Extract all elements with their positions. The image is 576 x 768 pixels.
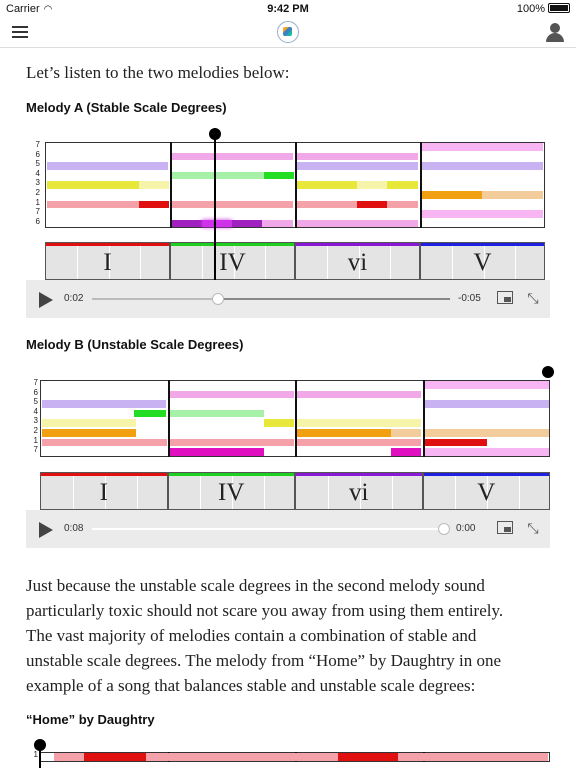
scale-degree-label: 7 xyxy=(33,378,38,387)
picture-in-picture-icon[interactable] xyxy=(497,291,513,304)
battery-icon xyxy=(548,3,570,13)
chord-label: vi xyxy=(347,249,368,276)
note xyxy=(425,429,549,437)
scale-degree-label: 6 xyxy=(33,387,38,397)
chord-color-bar xyxy=(41,473,167,476)
remaining-time: 0:00 xyxy=(456,523,476,534)
chord-label: IV xyxy=(219,249,246,276)
scale-degree-label: 2 xyxy=(35,188,40,197)
chord-block[interactable] xyxy=(423,472,551,510)
seek-progress xyxy=(92,528,446,530)
melody-a-playhead-handle[interactable] xyxy=(209,128,221,140)
body-line: example of a song that balances stable and unstable scale degrees: xyxy=(26,676,476,695)
note xyxy=(232,220,262,228)
melody-b-audio-player xyxy=(26,510,550,548)
note xyxy=(264,172,294,180)
home-piano-roll[interactable] xyxy=(28,752,550,768)
note xyxy=(422,162,543,170)
battery-status: 100% xyxy=(517,3,570,15)
seek-knob[interactable] xyxy=(212,293,224,305)
scale-degree-label: 5 xyxy=(33,397,38,407)
melody-b-title: Melody B (Unstable Scale Degrees) xyxy=(26,337,244,352)
body-line: Just because the unstable scale degrees in the second melody sound xyxy=(26,576,485,595)
scale-degree-label: 7 xyxy=(35,207,40,217)
note xyxy=(297,220,418,228)
carrier-label: Carrier ◠ xyxy=(6,3,53,15)
melody-b-piano-roll[interactable] xyxy=(28,380,550,458)
note xyxy=(170,391,294,399)
fullscreen-icon[interactable]: ⤡ xyxy=(527,290,539,306)
note xyxy=(425,381,549,389)
scale-degree-label: 2 xyxy=(33,426,38,435)
note xyxy=(42,419,136,427)
note xyxy=(262,220,293,228)
chord-color-bar xyxy=(296,243,419,246)
play-icon[interactable] xyxy=(39,292,53,308)
note xyxy=(107,181,139,189)
note xyxy=(297,391,421,399)
note xyxy=(422,191,482,199)
note xyxy=(47,162,108,170)
note xyxy=(387,181,418,189)
picture-in-picture-icon[interactable] xyxy=(497,521,513,534)
body-paragraph xyxy=(26,573,503,698)
scale-degree-label: 1 xyxy=(33,435,38,445)
status-bar xyxy=(0,0,576,18)
scale-degree-label: 4 xyxy=(33,406,38,416)
note xyxy=(42,439,167,447)
note xyxy=(425,400,549,408)
scale-degree-label: 3 xyxy=(35,178,40,188)
chord-color-bar xyxy=(421,243,544,246)
note xyxy=(134,410,166,418)
note xyxy=(77,181,107,189)
note xyxy=(139,201,169,209)
elapsed-time: 0:08 xyxy=(64,523,84,534)
scale-degree-label: 7 xyxy=(33,445,38,455)
scale-degree-label: 5 xyxy=(35,159,40,169)
chord-block[interactable] xyxy=(295,472,423,510)
seek-progress xyxy=(92,298,218,300)
chord-label: vi xyxy=(349,479,369,506)
note xyxy=(172,220,202,228)
note xyxy=(297,162,418,170)
hooktheory-logo-icon[interactable] xyxy=(277,21,299,43)
clock: 9:42 PM xyxy=(267,3,309,15)
note xyxy=(202,220,232,228)
note xyxy=(297,181,357,189)
note xyxy=(170,439,294,447)
scale-degree-label: 4 xyxy=(35,168,40,178)
note xyxy=(422,210,543,218)
note xyxy=(425,448,549,456)
nav-bar xyxy=(0,18,576,48)
scale-degree-label: 1 xyxy=(33,750,38,759)
note xyxy=(146,753,210,761)
note xyxy=(42,400,104,408)
scale-degree-label: 7 xyxy=(35,140,40,149)
melody-a-playhead[interactable] xyxy=(214,134,216,280)
note xyxy=(170,410,264,418)
note xyxy=(297,429,391,437)
chord-block[interactable] xyxy=(45,242,170,280)
note xyxy=(398,753,548,761)
wifi-icon: ◠ xyxy=(43,4,53,15)
fullscreen-icon[interactable]: ⤡ xyxy=(527,520,539,536)
user-profile-icon[interactable] xyxy=(545,23,565,43)
chord-block[interactable] xyxy=(168,472,296,510)
note xyxy=(210,753,338,761)
note xyxy=(139,181,169,189)
note xyxy=(264,419,294,427)
body-line: particularly toxic should not scare you away from using them entirely. xyxy=(26,601,504,620)
note xyxy=(387,201,418,209)
chord-label: I xyxy=(103,249,112,276)
note xyxy=(422,143,543,151)
note xyxy=(391,448,421,456)
hamburger-menu-icon[interactable] xyxy=(12,26,28,38)
scale-degree-label: 6 xyxy=(35,149,40,159)
note xyxy=(368,753,398,761)
chord-color-bar xyxy=(424,473,550,476)
note xyxy=(108,162,168,170)
chord-label: V xyxy=(477,479,496,506)
melody-a-audio-player xyxy=(26,280,550,318)
chord-label: I xyxy=(99,479,108,506)
note xyxy=(297,201,357,209)
note xyxy=(297,419,421,427)
chord-color-bar xyxy=(169,473,295,476)
body-line: unstable scale degrees. The melody from “Home” by Daughtry in one xyxy=(26,651,502,670)
note xyxy=(54,753,84,761)
home-song-title: “Home” by Daughtry xyxy=(26,712,155,727)
scale-degree-label: 3 xyxy=(33,416,38,426)
note xyxy=(425,439,487,447)
note xyxy=(84,753,146,761)
scale-degree-label: 6 xyxy=(35,216,40,226)
remaining-time: -0:05 xyxy=(458,293,481,304)
note xyxy=(172,201,293,209)
note xyxy=(172,172,264,180)
note xyxy=(170,448,264,456)
note xyxy=(391,429,421,437)
note xyxy=(357,181,387,189)
chord-block[interactable] xyxy=(170,242,295,280)
note xyxy=(357,201,387,209)
chord-label: V xyxy=(473,249,492,276)
melody-a-piano-roll[interactable] xyxy=(30,142,546,230)
home-playhead[interactable] xyxy=(39,746,41,768)
chord-block[interactable] xyxy=(40,472,168,510)
intro-text: Let’s listen to the two melodies below: xyxy=(26,63,290,82)
melody-a-title: Melody A (Stable Scale Degrees) xyxy=(26,100,227,115)
chord-color-bar xyxy=(296,473,422,476)
note xyxy=(482,191,543,199)
note xyxy=(42,429,136,437)
melody-b-playhead-handle[interactable] xyxy=(542,366,554,378)
chord-block[interactable] xyxy=(295,242,420,280)
chord-color-bar xyxy=(46,243,169,246)
note xyxy=(104,400,166,408)
chord-block[interactable] xyxy=(420,242,545,280)
note xyxy=(297,153,418,161)
melody-a-chord-strip xyxy=(45,242,545,280)
play-icon[interactable] xyxy=(39,522,53,538)
note xyxy=(47,181,77,189)
chord-label: IV xyxy=(218,479,245,506)
note xyxy=(338,753,368,761)
note xyxy=(297,439,421,447)
body-line: The vast majority of melodies contain a combination of stable and xyxy=(26,626,477,645)
chord-color-bar xyxy=(171,243,294,246)
seek-knob[interactable] xyxy=(438,523,450,535)
elapsed-time: 0:02 xyxy=(64,293,84,304)
melody-b-chord-strip xyxy=(40,472,550,510)
scale-degree-label: 1 xyxy=(35,197,40,207)
note xyxy=(47,201,139,209)
note xyxy=(172,153,293,161)
